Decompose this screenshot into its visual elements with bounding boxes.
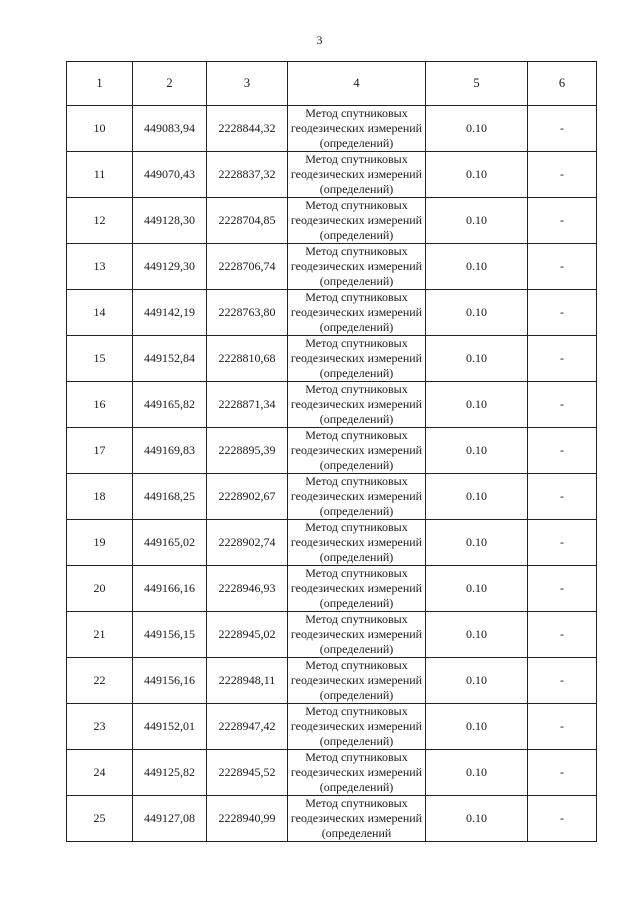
method-cell (288, 704, 426, 750)
coordinate-y-cell: 2228837,32 (207, 152, 288, 198)
method-text-line: (определений) (319, 274, 394, 288)
table-row (67, 336, 597, 382)
method-text-line: Метод спутниковых (305, 566, 408, 580)
coordinate-y-cell: 2228945,52 (207, 750, 288, 796)
accuracy-cell: 0.10 (426, 704, 528, 750)
method-cell (288, 106, 426, 152)
point-number-cell: 12 (67, 198, 133, 244)
column-header: 3 (207, 62, 288, 106)
method-text-line: Метод спутниковых (305, 152, 408, 166)
coordinate-y-cell: 2228704,85 (207, 198, 288, 244)
method-text-line: (определений) (319, 596, 394, 610)
method-text-line: (определений) (319, 136, 394, 150)
accuracy-cell: 0.10 (426, 152, 528, 198)
accuracy-cell: 0.10 (426, 382, 528, 428)
table-row (67, 704, 597, 750)
column-header: 4 (288, 62, 426, 106)
method-text-line: (определений) (319, 228, 394, 242)
point-number-cell: 18 (67, 474, 133, 520)
table-row (67, 152, 597, 198)
coordinate-y-cell: 2228940,99 (207, 796, 288, 842)
method-text-line: (определений) (319, 550, 394, 564)
method-text-line: Метод спутниковых (305, 474, 408, 488)
accuracy-cell: 0.10 (426, 428, 528, 474)
coordinate-y-cell: 2228844,32 (207, 106, 288, 152)
coordinate-y-cell: 2228947,42 (207, 704, 288, 750)
point-number-cell: 11 (67, 152, 133, 198)
accuracy-cell: 0.10 (426, 474, 528, 520)
point-number-cell: 22 (67, 658, 133, 704)
method-text-line: Метод спутниковых (305, 796, 408, 810)
point-number-cell: 24 (67, 750, 133, 796)
column-header: 2 (133, 62, 207, 106)
coordinate-x-cell: 449083,94 (133, 106, 207, 152)
method-text-line: геодезических измерений (290, 719, 423, 733)
table-row (67, 796, 597, 842)
accuracy-cell: 0.10 (426, 198, 528, 244)
point-number-cell: 23 (67, 704, 133, 750)
table-row (67, 566, 597, 612)
accuracy-cell: 0.10 (426, 290, 528, 336)
method-text-line: (определений) (319, 780, 394, 794)
note-cell: - (528, 750, 597, 796)
method-text-line: (определений) (319, 412, 394, 426)
point-number-cell: 10 (67, 106, 133, 152)
method-text-line: геодезических измерений (290, 121, 423, 135)
table-row (67, 520, 597, 566)
coordinate-y-cell: 2228902,67 (207, 474, 288, 520)
coordinate-y-cell: 2228948,11 (207, 658, 288, 704)
method-text-line: Метод спутниковых (305, 106, 408, 120)
method-cell (288, 336, 426, 382)
table-row (67, 474, 597, 520)
method-text-line: Метод спутниковых (305, 750, 408, 764)
note-cell: - (528, 612, 597, 658)
coordinate-x-cell: 449169,83 (133, 428, 207, 474)
coordinate-y-cell: 2228895,39 (207, 428, 288, 474)
accuracy-cell: 0.10 (426, 658, 528, 704)
method-cell (288, 474, 426, 520)
method-text-line: геодезических измерений (290, 397, 423, 411)
method-text-line: геодезических измерений (290, 351, 423, 365)
method-text-line: (определений) (319, 688, 394, 702)
method-text-line: Метод спутниковых (305, 658, 408, 672)
coordinate-x-cell: 449165,02 (133, 520, 207, 566)
point-number-cell: 16 (67, 382, 133, 428)
method-text-line: геодезических измерений (290, 765, 423, 779)
coordinate-x-cell: 449129,30 (133, 244, 207, 290)
coordinate-x-cell: 449142,19 (133, 290, 207, 336)
note-cell: - (528, 244, 597, 290)
accuracy-cell: 0.10 (426, 566, 528, 612)
point-number-cell: 21 (67, 612, 133, 658)
note-cell: - (528, 796, 597, 842)
method-text-line: (определений) (319, 642, 394, 656)
coordinate-x-cell: 449156,16 (133, 658, 207, 704)
accuracy-cell: 0.10 (426, 520, 528, 566)
method-text-line: (определений) (319, 366, 394, 380)
method-text-line: Метод спутниковых (305, 428, 408, 442)
method-text-line: Метод спутниковых (305, 382, 408, 396)
table-row (67, 612, 597, 658)
column-header: 6 (528, 62, 597, 106)
table-row (67, 106, 597, 152)
column-header: 5 (426, 62, 528, 106)
method-cell (288, 750, 426, 796)
note-cell: - (528, 290, 597, 336)
table-body (67, 106, 597, 842)
accuracy-cell: 0.10 (426, 750, 528, 796)
method-text-line: геодезических измерений (290, 811, 423, 825)
coordinate-y-cell: 2228706,74 (207, 244, 288, 290)
method-text-line: Метод спутниковых (305, 244, 408, 258)
point-number-cell: 13 (67, 244, 133, 290)
method-text-line: геодезических измерений (290, 581, 423, 595)
coordinate-x-cell: 449165,82 (133, 382, 207, 428)
note-cell: - (528, 198, 597, 244)
method-text-line: (определений) (319, 182, 394, 196)
method-text-line: Метод спутниковых (305, 520, 408, 534)
note-cell: - (528, 566, 597, 612)
method-text-line: геодезических измерений (290, 535, 423, 549)
note-cell: - (528, 474, 597, 520)
method-text-line: Метод спутниковых (305, 704, 408, 718)
coordinate-x-cell: 449070,43 (133, 152, 207, 198)
accuracy-cell: 0.10 (426, 244, 528, 290)
coordinate-y-cell: 2228945,02 (207, 612, 288, 658)
table-row (67, 382, 597, 428)
method-text-line: Метод спутниковых (305, 198, 408, 212)
method-cell (288, 796, 426, 842)
note-cell: - (528, 382, 597, 428)
page-number: 3 (316, 33, 323, 47)
method-text-line: (определений (321, 826, 392, 840)
point-number-cell: 19 (67, 520, 133, 566)
note-cell: - (528, 658, 597, 704)
table-row (67, 428, 597, 474)
method-text-line: (определений) (319, 504, 394, 518)
coordinate-x-cell: 449125,82 (133, 750, 207, 796)
point-number-cell: 20 (67, 566, 133, 612)
coordinate-y-cell: 2228946,93 (207, 566, 288, 612)
coordinate-x-cell: 449166,16 (133, 566, 207, 612)
coordinate-y-cell: 2228763,80 (207, 290, 288, 336)
table-row (67, 290, 597, 336)
point-number-cell: 17 (67, 428, 133, 474)
coordinate-y-cell: 2228902,74 (207, 520, 288, 566)
coordinate-y-cell: 2228871,34 (207, 382, 288, 428)
method-text-line: Метод спутниковых (305, 612, 408, 626)
method-text-line: геодезических измерений (290, 167, 423, 181)
column-header: 1 (67, 62, 133, 106)
method-text-line: геодезических измерений (290, 673, 423, 687)
method-text-line: геодезических измерений (290, 489, 423, 503)
method-text-line: геодезических измерений (290, 443, 423, 457)
method-text-line: (определений) (319, 458, 394, 472)
accuracy-cell: 0.10 (426, 106, 528, 152)
note-cell: - (528, 336, 597, 382)
coordinate-x-cell: 449152,01 (133, 704, 207, 750)
coordinate-y-cell: 2228810,68 (207, 336, 288, 382)
note-cell: - (528, 520, 597, 566)
method-cell (288, 520, 426, 566)
method-cell (288, 290, 426, 336)
coordinate-x-cell: 449156,15 (133, 612, 207, 658)
table-row (67, 198, 597, 244)
table-row (67, 658, 597, 704)
accuracy-cell: 0.10 (426, 336, 528, 382)
note-cell: - (528, 704, 597, 750)
table-row (67, 750, 597, 796)
method-text-line: геодезических измерений (290, 305, 423, 319)
point-number-cell: 25 (67, 796, 133, 842)
method-cell (288, 428, 426, 474)
method-cell (288, 382, 426, 428)
method-text-line: Метод спутниковых (305, 290, 408, 304)
table-row (67, 244, 597, 290)
note-cell: - (528, 106, 597, 152)
method-text-line: (определений) (319, 320, 394, 334)
method-text-line: геодезических измерений (290, 213, 423, 227)
coordinate-x-cell: 449168,25 (133, 474, 207, 520)
method-cell (288, 198, 426, 244)
method-cell (288, 152, 426, 198)
note-cell: - (528, 428, 597, 474)
method-text-line: (определений) (319, 734, 394, 748)
accuracy-cell: 0.10 (426, 612, 528, 658)
coordinates-table (66, 61, 597, 842)
table-header-row (67, 62, 597, 106)
method-text-line: Метод спутниковых (305, 336, 408, 350)
method-cell (288, 612, 426, 658)
method-cell (288, 658, 426, 704)
method-cell (288, 566, 426, 612)
point-number-cell: 14 (67, 290, 133, 336)
coordinate-x-cell: 449127,08 (133, 796, 207, 842)
note-cell: - (528, 152, 597, 198)
point-number-cell: 15 (67, 336, 133, 382)
method-text-line: геодезических измерений (290, 627, 423, 641)
method-text-line: геодезических измерений (290, 259, 423, 273)
accuracy-cell: 0.10 (426, 796, 528, 842)
coordinate-x-cell: 449152,84 (133, 336, 207, 382)
method-cell (288, 244, 426, 290)
coordinate-x-cell: 449128,30 (133, 198, 207, 244)
